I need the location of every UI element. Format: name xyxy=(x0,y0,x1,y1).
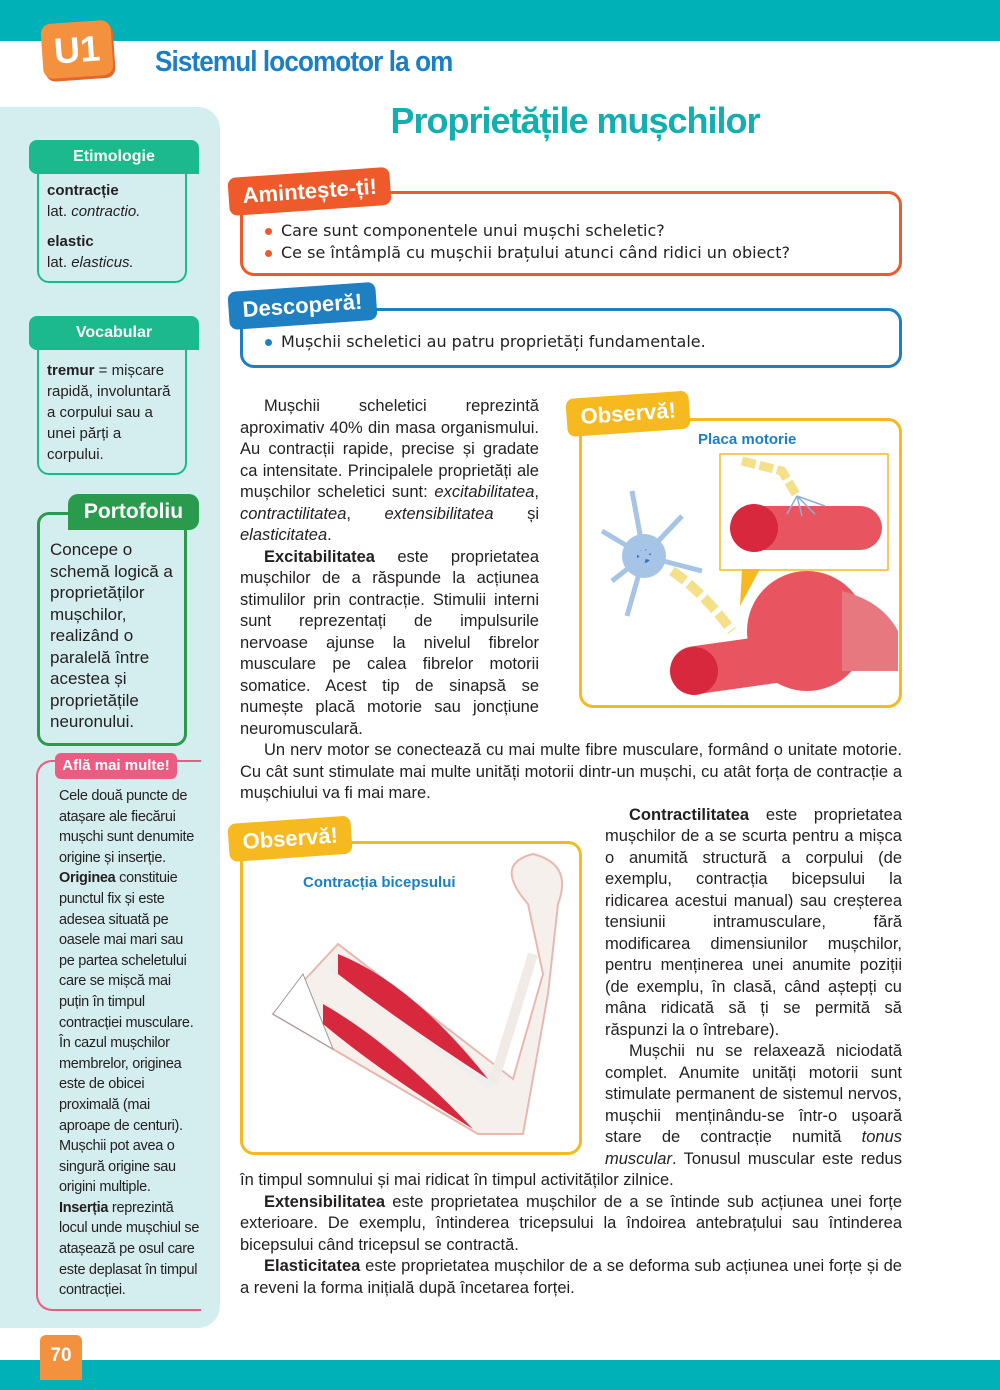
portofoliu-text: Concepe o schemă logică a proprietăților mușchilor, realizând o paralelă între acestea și proprietățile neuronului. xyxy=(50,540,173,731)
origin-prefix: lat. xyxy=(47,254,68,271)
observa2-label: Observă! xyxy=(227,815,353,862)
descopera-label: Descoperă! xyxy=(227,282,377,330)
term: tremur xyxy=(47,362,95,379)
question: Care sunt componentele unui mușchi scheletic? xyxy=(281,221,665,240)
top-bar xyxy=(0,0,1000,41)
paragraph-tonus: Mușchii nu se relaxează niciodată complet. Anumite unități motorii sunt stimulate permanent de sistemul nervos, mușchii menținându-se într-o ușoară stare de contracție numită tonus muscular. Tonusul muscular este redus în timpul somnului și mai ridicat în timpul activităților zilnice. xyxy=(240,1042,902,1189)
neuron-icon xyxy=(602,491,702,616)
paragraph-contractility: Contractilitatea este proprietatea mușchilor de a se scurta pentru a mișca o anumită structură a corpului (de exemplu, contracția bicepsului la ridicarea acestui manual) sau creșterea tensiunii intramusculare, fără modificarea dimensiunilor mușchilor, pentru menținerea unei anumite poziții (de exemplu, în clasă, când aștepți cu mâna ridicată să ți se permită să răspunzi la o întrebare). xyxy=(605,805,902,1039)
lesson-title: Proprietățile mușchilor xyxy=(390,100,760,141)
chapter-title: Sistemul locomotor la om xyxy=(155,46,453,78)
afla-text: Cele două puncte de atașare ale fiecărui mușchi sunt denumite origine și inserție. Originea constituie punctul fix și este adesea situată pe oasele mai mari sau pe partea scheletului care se mișcă mai puțin în timpul contracției musculare. În cazul mușchilor membrelor, originea este de obicei proximală (mai aproape de centuri). Mușchii pot avea o singură origine sau origini multiple. Inserția reprezintă locul unde mușchiul se atașează pe osul care este deplasat în timpul contracției. xyxy=(59,788,200,1299)
caption: Contracția bicepsului xyxy=(303,873,456,891)
page-number: 70 xyxy=(40,1335,82,1380)
origin: elasticus. xyxy=(71,254,134,271)
portofoliu-box xyxy=(37,512,187,746)
paragraph-elasticity: Elasticitatea este proprietatea mușchilor de a se deforma sub acțiunea unei forțe și de a reveni la forma inițială după încetarea forței. xyxy=(240,1257,902,1297)
afla-box xyxy=(36,760,201,1311)
etimologie-title: Etimologie xyxy=(29,140,199,174)
caption: Placa motorie xyxy=(698,431,797,448)
etimologie-box xyxy=(29,140,199,283)
term: elastic xyxy=(47,233,94,250)
observa-placa-motorie xyxy=(579,397,902,708)
paragraph-extensibility: Extensibilitatea este proprietatea mușchilor de a se întinde sub acțiunea unei forțe exterioare. De exemplu, întinderea tricepsului la îndoirea antebrațului sau întinderea bicepsului când tricepsul se contractă. xyxy=(240,1192,902,1254)
origin-prefix: lat. xyxy=(47,203,68,220)
question: Ce se întâmplă cu mușchii brațului atunci când ridici un obiect? xyxy=(281,243,790,262)
aminteste-label: Amintește-ți! xyxy=(227,167,392,216)
observa-biceps xyxy=(240,821,582,1155)
biceps-contraction-illustration xyxy=(243,844,579,1152)
vocabular-box xyxy=(29,316,199,475)
statement: Mușchii scheletici au patru proprietăți fundamentale. xyxy=(281,332,706,351)
vocabular-title: Vocabular xyxy=(29,316,199,350)
paragraph-motor-unit: Un nerv motor se conectează cu mai multe fibre musculare, formând o unitate motorie. Cu cât sunt stimulate mai multe unități motorii dintr-un mușchi, cu atât forța de contracție a mușchiului va fi mai mare. xyxy=(240,741,902,802)
paragraph-intro: Mușchii scheletici reprezintă aproximativ 40% din masa organismului. Au contracții rapide, precise și gradate ca intensitate. Principalele proprietăți ale mușchilor scheletici sunt: excitabilitatea, contractilitatea, extensibilitatea și elasticitatea. xyxy=(240,397,539,544)
bottom-bar xyxy=(0,1360,1000,1390)
term: contracție xyxy=(47,182,119,199)
unit-badge: U1 xyxy=(40,20,114,80)
portofoliu-title: Portofoliu xyxy=(68,494,199,530)
paragraph-excitability: Excitabilitatea este proprietatea mușchilor de a răspunde la acțiunea stimulilor prin contracție. Stimulii interni sunt reprezentați de impulsurile nervoase ajunse la nivelul fibrelor musculare pe calea fibrelor motorii somatice. Acest tip de sinapsă se numește placă motorie sau joncțiune neuromusculară. xyxy=(240,547,539,738)
afla-title: Află mai multe! xyxy=(55,753,177,779)
origin: contractio. xyxy=(71,203,141,220)
observa1-label: Observă! xyxy=(565,390,691,437)
definition: = mișcare rapidă, involuntară a corpului sau a unei părți a corpului. xyxy=(47,362,171,463)
motor-endplate-illustration xyxy=(582,421,899,705)
main-text xyxy=(240,396,902,1299)
